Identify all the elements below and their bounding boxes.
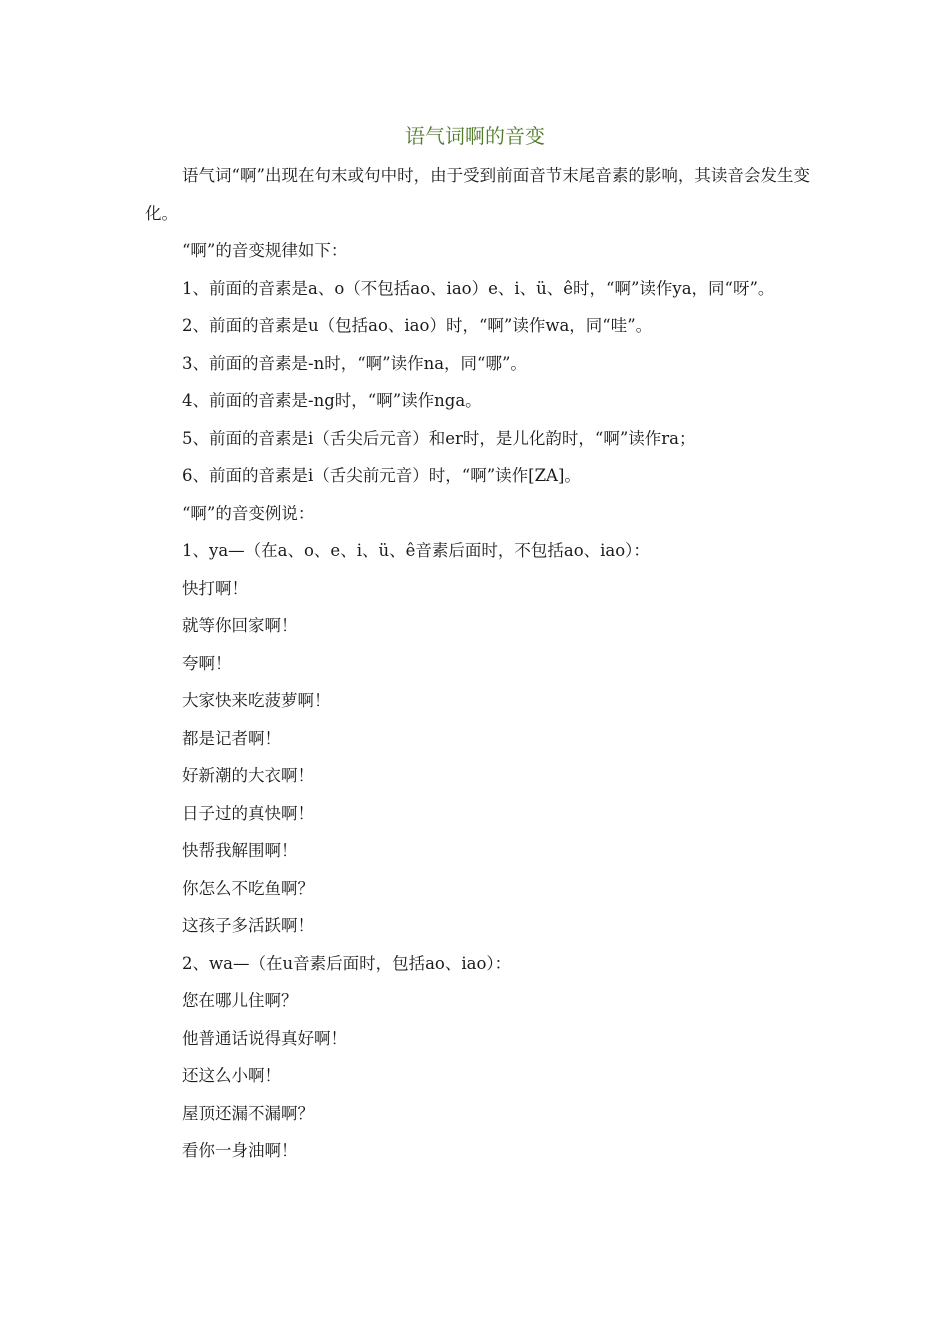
example-item: 屋顶还漏不漏啊？ <box>182 1103 314 1123</box>
example-item: 好新潮的大衣啊！ <box>182 766 314 785</box>
example-item: 还这么小啊！ <box>182 1066 281 1085</box>
example-item: 看你一身油啊！ <box>182 1141 298 1160</box>
examples-heading: “啊”的音变例说： <box>182 503 315 523</box>
example-item: 都是记者啊！ <box>182 728 281 748</box>
example-item: 这孩子多活跃啊！ <box>182 916 314 935</box>
example-item: 您在哪儿住啊？ <box>182 991 298 1010</box>
rule-item: 1、前面的音素是a、o（不包括ao、iao）e、i、ü、ê时，“啊”读作ya，同“呀”。 <box>182 278 775 298</box>
intro-paragraph: 语气词“啊”出现在句末或句中时，由于受到前面音节末尾音素的影响，其读音会发生变化。 <box>145 166 810 223</box>
example-item: 大家快来吃菠萝啊！ <box>182 691 331 710</box>
rule-item: 4、前面的音素是-ng时，“啊”读作nga。 <box>182 391 482 410</box>
example-item: 日子过的真快啊！ <box>182 803 314 823</box>
example-item: 快打啊！ <box>182 578 248 598</box>
example-item: 他普通话说得真好啊！ <box>182 1028 347 1048</box>
example-group-heading: 1、ya—（在a、o、e、i、ü、ê音素后面时，不包括ao、iao）： <box>182 541 650 560</box>
rule-item: 6、前面的音素是i（舌尖前元音）时，“啊”读作[ZA]。 <box>182 466 581 485</box>
example-item: 快帮我解围啊！ <box>182 841 298 860</box>
rules-heading: “啊”的音变规律如下： <box>182 241 348 260</box>
rule-item: 3、前面的音素是-n时，“啊”读作na，同“哪”。 <box>182 353 527 373</box>
example-item: 就等你回家啊！ <box>182 616 298 635</box>
document-body <box>145 157 810 1170</box>
rule-item: 5、前面的音素是i（舌尖后元音）和er时，是儿化韵时，“啊”读作ra； <box>182 428 696 448</box>
example-group-heading: 2、wa—（在u音素后面时，包括ao、iao）： <box>182 953 512 973</box>
example-item: 你怎么不吃鱼啊？ <box>182 878 314 898</box>
document-title: 语气词啊的音变 <box>405 124 545 148</box>
example-item: 夸啊！ <box>182 653 232 673</box>
rule-item: 2、前面的音素是u（包括ao、iao）时，“啊”读作wa，同“哇”。 <box>182 316 653 335</box>
